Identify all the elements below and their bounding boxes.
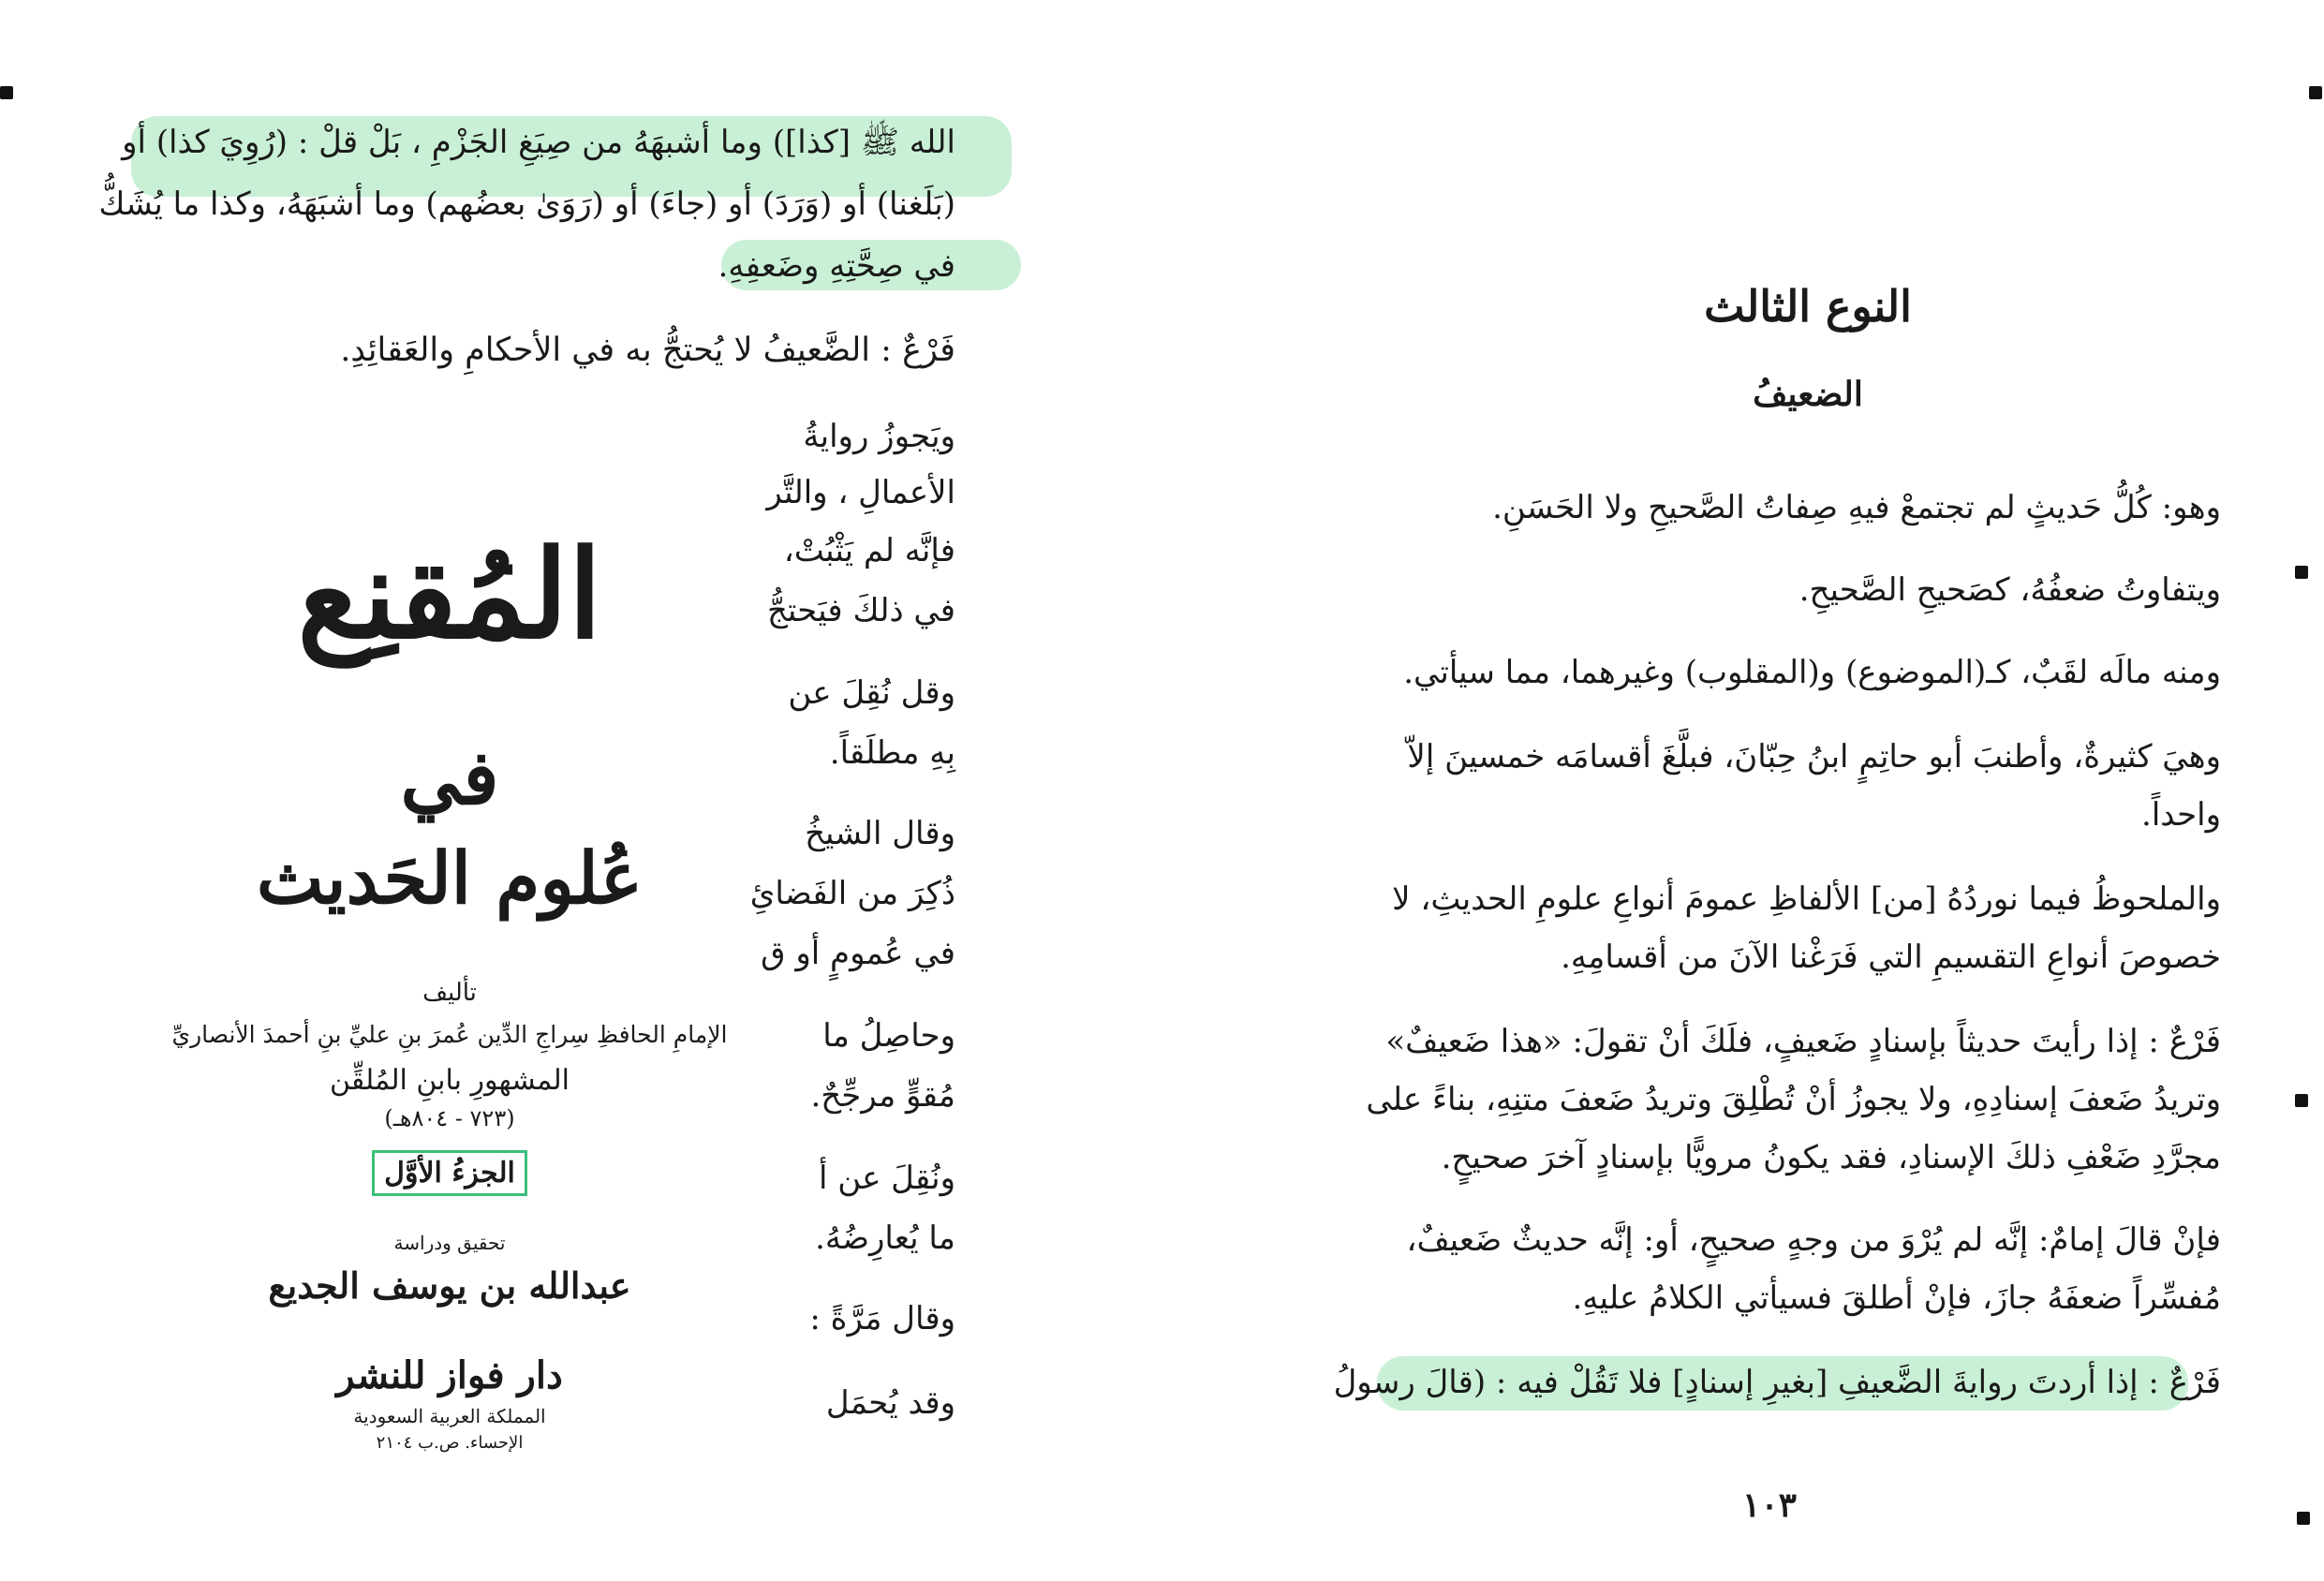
chapter-title: النوع الثالث bbox=[1704, 281, 1912, 332]
partial-line: بِهِ مطلَقاً. bbox=[829, 734, 955, 772]
cover-editor: عبدالله بن يوسف الجديع bbox=[268, 1264, 631, 1307]
body-line-9: وتريدُ ضَعفَ إسنادِهِ، ولا يجوزُ أنْ تُطْلِقَ وتريدُ ضَعفَ متنِهِ، بناءً على bbox=[1366, 1081, 2221, 1118]
partial-line: وقال الشيخُ bbox=[805, 815, 955, 852]
partial-line: وقال مَرَّةً : bbox=[809, 1300, 955, 1337]
cover-publisher: دار فواز للنشر bbox=[336, 1353, 563, 1397]
body-line-4: وهيَ كثيرةٌ، وأطنبَ أبو حاتِمٍ ابنُ حِبّانَ، فبلَّغَ أقسامَه خمسينَ إلاّ bbox=[1407, 738, 2221, 776]
partial-line: وقل نُقِلَ عن bbox=[788, 674, 955, 712]
body-line-6: والملحوظُ فيما نوردُهُ [من] الألفاظِ عمومَ أنواعِ علومِ الحديثِ، لا bbox=[1392, 880, 2221, 918]
cover-ta-lif: تأليف bbox=[422, 979, 477, 1007]
body-line-2: ويتفاوتُ ضعفُهُ، كصَحيحِ الصَّحيحِ. bbox=[1799, 571, 2221, 609]
body-line-8: فَرْعٌ : إذا رأيتَ حديثاً بإسنادٍ ضَعيفٍ، فلَكَ أنْ تقولَ: «هذا ضَعيفٌ» bbox=[1385, 1023, 2221, 1060]
cover-author-line1: الإمامِ الحافظِ سِراجِ الدِّين عُمرَ بنِ عليِّ بنِ أحمدَ الأنصاريِّ bbox=[171, 1021, 728, 1048]
right-page bbox=[1124, 0, 2324, 1581]
cover-address: الإحساء. ص.ب ٢١٠٤ bbox=[376, 1433, 524, 1453]
partial-line: ويَجوزُ روايةُ bbox=[803, 418, 955, 455]
body-line-3: ومنه مالَه لقَبٌ، كـ(الموضوع) و(المقلوب) وغيرهما، مما سيأتي. bbox=[1403, 654, 2221, 691]
body-line-1: وهو: كُلُّ حَديثٍ لم تجتمعْ فيهِ صِفاتُ الصَّحيحِ ولا الحَسَنِ. bbox=[1492, 489, 2221, 526]
partial-line: الأعمالِ ، والتَّر bbox=[766, 474, 955, 511]
body-line-7: خصوصَ أنواعِ التقسيمِ التي فَرَغْنا الآنَ من أقسامِهِ. bbox=[1561, 938, 2221, 976]
body-line-10: مجرَّدِ ضَعْفِ ذلكَ الإسنادِ، فقد يكونُ مرويًّا بإسنادٍ آخرَ صحيحٍ. bbox=[1441, 1139, 2221, 1176]
partial-line: ما يُعارِضُهُ. bbox=[815, 1219, 955, 1257]
left-top-line-2: (بَلَغنا) أو (وَرَدَ) أو (جاءَ) أو (رَوَىٰ بعضُهم) وما أشبَهَهُ، وكذا ما يُشَكُّ bbox=[98, 185, 955, 223]
body-line-12: مُفسِّراً ضعفَهُ جازَ، فإنْ أطلقَ فسيأتي الكلامُ عليهِ. bbox=[1572, 1279, 2221, 1317]
edge-mark bbox=[0, 86, 13, 99]
body-line-5: واحداً. bbox=[2141, 796, 2221, 834]
cover-country: المملكة العربية السعودية bbox=[353, 1405, 546, 1427]
partial-line: فإنَّه لم يَثْبُتْ، bbox=[783, 532, 955, 569]
partial-line: في عُمومٍ أو ق bbox=[761, 935, 955, 972]
partial-line: وقد يُحمَل bbox=[825, 1384, 955, 1422]
book-cover bbox=[150, 506, 749, 1555]
cover-author-line2: المشهورِ بابنِ المُلقِّن bbox=[330, 1064, 570, 1097]
partial-line: ذُكِرَ من الفَضائِ bbox=[749, 875, 955, 912]
left-top-line-1: الله ﷺ [كذا]) وما أشبهَهُ من صِيَغِ الجَزْمِ ، بَلْ قلْ : (رُوِيَ كذا) أو bbox=[122, 124, 955, 161]
page-number: ١٠٣ bbox=[1742, 1485, 1798, 1525]
cover-title-sub: عُلوم الحَديث bbox=[256, 836, 644, 920]
body-line-13: فَرْعٌ : إذا أردتَ روايةَ الضَّعيفِ [بغيرِ إسنادٍ] فلا تَقُلْ فيه : (قالَ رسولُ bbox=[1333, 1364, 2221, 1401]
cover-volume-wrap bbox=[150, 1150, 749, 1196]
cover-tahqiq: تحقيق ودراسة bbox=[393, 1232, 506, 1254]
body-line-11: فإنْ قالَ إمامٌ: إنَّه لم يُرْوَ من وجهٍ صحيحٍ، أو: إنَّه حديثٌ ضَعيفٌ، bbox=[1406, 1221, 2221, 1259]
cover-volume-box: الجزءُ الأوَّل bbox=[372, 1150, 527, 1196]
left-top-line-3: في صِحَّتِهِ وضَعفِهِ. bbox=[718, 247, 955, 285]
partial-line: في ذلكَ فيَحتجُّ bbox=[766, 592, 955, 629]
cover-dates: (٧٢٣ - ٨٠٤هـ) bbox=[384, 1105, 515, 1131]
partial-line: وحاصِلُ ما bbox=[822, 1017, 955, 1055]
partial-line: مُقوٍّ مرجِّحٌ. bbox=[810, 1077, 955, 1115]
section-title: الضعيفُ bbox=[1753, 375, 1863, 414]
cover-title-main: المُقنِع bbox=[297, 523, 602, 666]
left-page bbox=[0, 0, 1040, 1581]
cover-title-fi: في bbox=[400, 733, 499, 821]
left-far-line: فَرْعٌ : الضَّعيفُ لا يُحتجُّ به في الأحكامِ والعَقائِدِ. bbox=[340, 332, 955, 369]
partial-line: ونُقِلَ عن أ bbox=[818, 1160, 955, 1197]
